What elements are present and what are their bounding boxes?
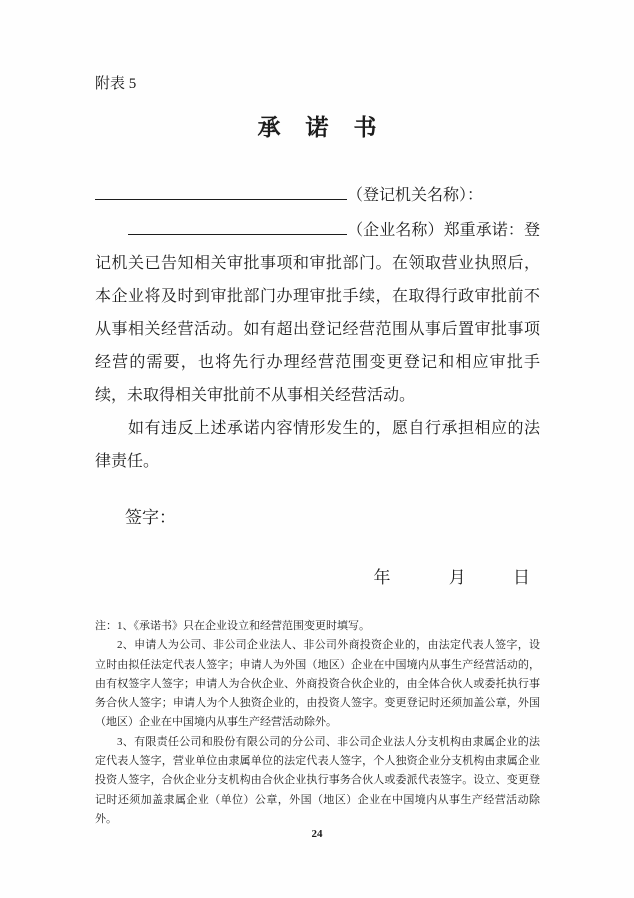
blank-underline-registration-authority [95,177,347,200]
liability-paragraph: 如有违反上述承诺内容情形发生的，愿自行承担相应的法律责任。 [95,420,540,470]
date-line [95,561,540,594]
date-month-label: 月 [448,568,466,587]
page-number: 24 [311,828,323,840]
note-item-1: 注：1、《承诺书》只在企业设立和经营范围变更时填写。 [95,620,370,632]
note-item-3: 3、有限责任公司和股份有限公司的分公司、非公司企业法人分支机构由隶属企业的法定代表人签字，营业单位由隶属单位的法定代表人签字，个人独资企业分支机构由隶属企业投资人签字，合伙企业分支机构由合伙企业执行事务合伙人或委派代表签字。设立、变更登记时还须加盖隶属企业（单位）公章，外国（地区）企业在中国境内从事生产经营活动除外。 [95,735,540,825]
blank-underline-enterprise-name [128,212,347,235]
note-item-2: 2、申请人为公司、非公司企业法人、非公司外商投资企业的，由法定代表人签字，设立时由拟任法定代表人签字；申请人为外国（地区）企业在中国境内从事生产经营活动的，由有权签字人签字；申请人为合伙企业、外商投资合伙企业的，由全体合伙人或委托执行事务合伙人签字；申请人为个人独资企业的，由投资人签字。变更登记时还须加盖公章，外国（地区）企业在中国境内从事生产经营活动除外。 [95,639,540,729]
recipient-line [95,177,540,212]
commitment-prefix: （企业名称）郑重承诺： [347,222,524,239]
commitment-body: 登记机关已告知相关审批事项和审批部门。在领取营业执照后，本企业将及时到审批部门办理审批手续，在取得行政审批前不从事相关经营活动。如有超出登记经营范围从事后置审批事项经营的需要，也将先行办理经营范围变更登记和相应审批手续，未取得相关审批前不从事相关经营活动。 [95,222,540,404]
recipient-label: （登记机关名称）： [347,187,484,204]
commitment-paragraph [95,212,540,412]
signature-label: 签字： [125,508,176,527]
date-day-label: 日 [513,568,530,587]
notes-section [95,617,540,829]
appendix-label: 附表 5 [95,76,137,92]
date-year-label: 年 [373,568,391,587]
document-title: 承 诺 书 [257,115,378,140]
